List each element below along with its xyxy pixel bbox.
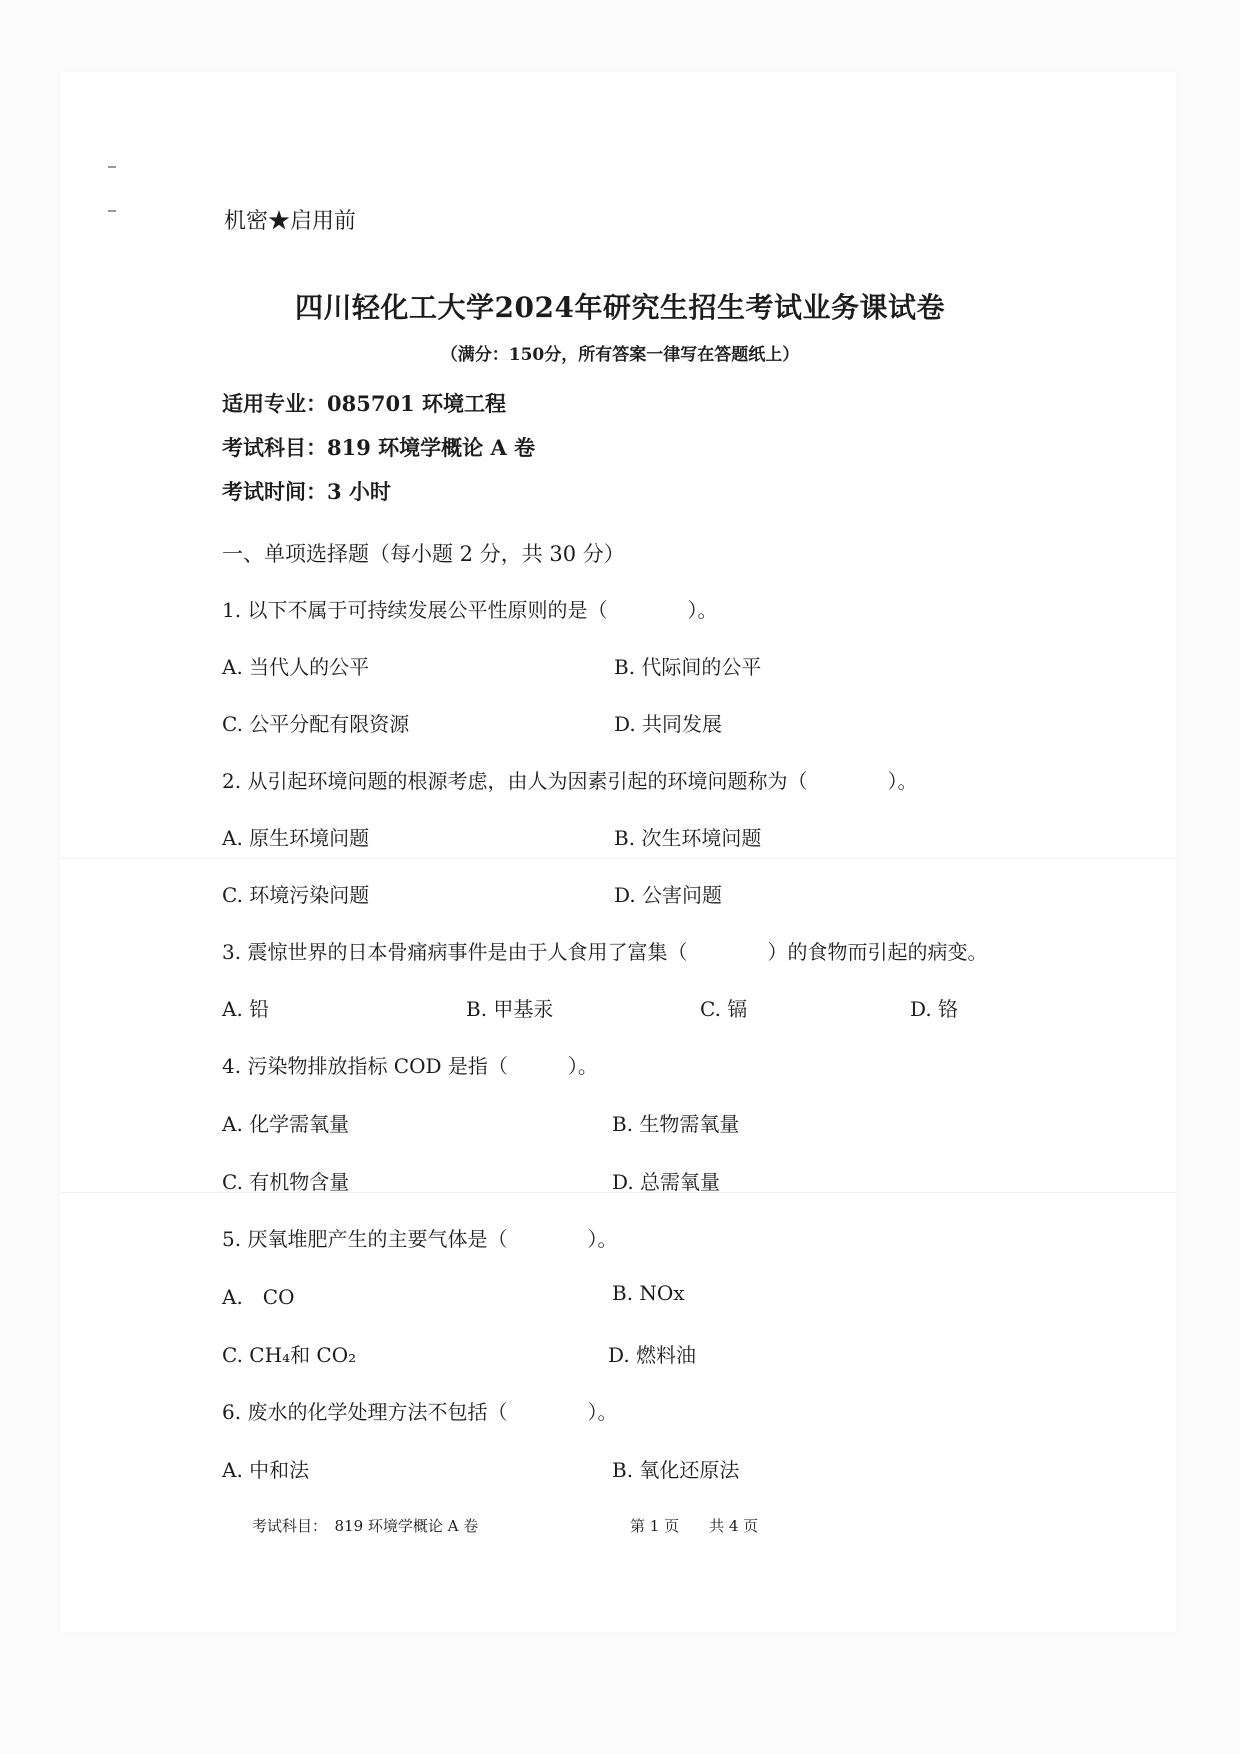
- option-4b: B. 生物需氧量: [612, 1112, 740, 1136]
- question-4: 4. 污染物排放指标 COD 是指（ ）。: [222, 1054, 598, 1078]
- option-2a: A. 原生环境问题: [222, 826, 370, 850]
- option-4d: D. 总需氧量: [612, 1170, 721, 1194]
- option-3c: C. 镉: [700, 997, 748, 1021]
- question-6: 6. 废水的化学处理方法不包括（ ）。: [222, 1400, 618, 1424]
- option-5b: B. NOx: [612, 1281, 685, 1305]
- footer-subject: 考试科目： 819 环境学概论 A 卷: [252, 1517, 479, 1535]
- question-5: 5. 厌氧堆肥产生的主要气体是（ ）。: [222, 1227, 618, 1251]
- option-3d: D. 铬: [910, 997, 959, 1021]
- option-5d: D. 燃料油: [608, 1343, 697, 1367]
- option-2c: C. 环境污染问题: [222, 883, 370, 907]
- option-6a: A. 中和法: [222, 1458, 310, 1482]
- confidential-label: 机密★启用前: [224, 209, 357, 234]
- option-1c: C. 公平分配有限资源: [222, 712, 410, 736]
- exam-subtitle: （满分：150分，所有答案一律写在答题纸上）: [440, 345, 800, 365]
- option-4c: C. 有机物含量: [222, 1170, 350, 1194]
- fold-line: [60, 858, 1176, 859]
- option-5c: C. CH₄和 CO₂: [222, 1343, 357, 1367]
- option-3a: A. 铅: [222, 997, 270, 1021]
- option-5a: A. CO: [222, 1285, 295, 1309]
- question-2: 2. 从引起环境问题的根源考虑，由人为因素引起的环境问题称为（ ）。: [222, 769, 918, 793]
- question-3: 3. 震惊世界的日本骨痛病事件是由于人食用了富集（ ）的食物而引起的病变。: [222, 940, 988, 964]
- option-6b: B. 氧化还原法: [612, 1458, 740, 1482]
- scan-mark: [108, 210, 116, 212]
- option-3b: B. 甲基汞: [466, 997, 554, 1021]
- question-1: 1. 以下不属于可持续发展公平性原则的是（ ）。: [222, 598, 718, 622]
- option-1b: B. 代际间的公平: [614, 655, 762, 679]
- option-2d: D. 公害问题: [614, 883, 723, 907]
- footer-page-number: 第 1 页 共 4 页: [630, 1517, 759, 1535]
- exam-title: 四川轻化工大学2024年研究生招生考试业务课试卷: [295, 291, 945, 324]
- scan-mark: [108, 166, 116, 168]
- option-4a: A. 化学需氧量: [222, 1112, 350, 1136]
- option-2b: B. 次生环境问题: [614, 826, 762, 850]
- option-1d: D. 共同发展: [614, 712, 723, 736]
- time-line: 考试时间：3 小时: [222, 479, 391, 504]
- section-title: 一、单项选择题（每小题 2 分，共 30 分）: [222, 542, 625, 566]
- major-line: 适用专业：085701 环境工程: [222, 391, 506, 416]
- option-1a: A. 当代人的公平: [222, 655, 370, 679]
- subject-line: 考试科目：819 环境学概论 A 卷: [222, 435, 536, 460]
